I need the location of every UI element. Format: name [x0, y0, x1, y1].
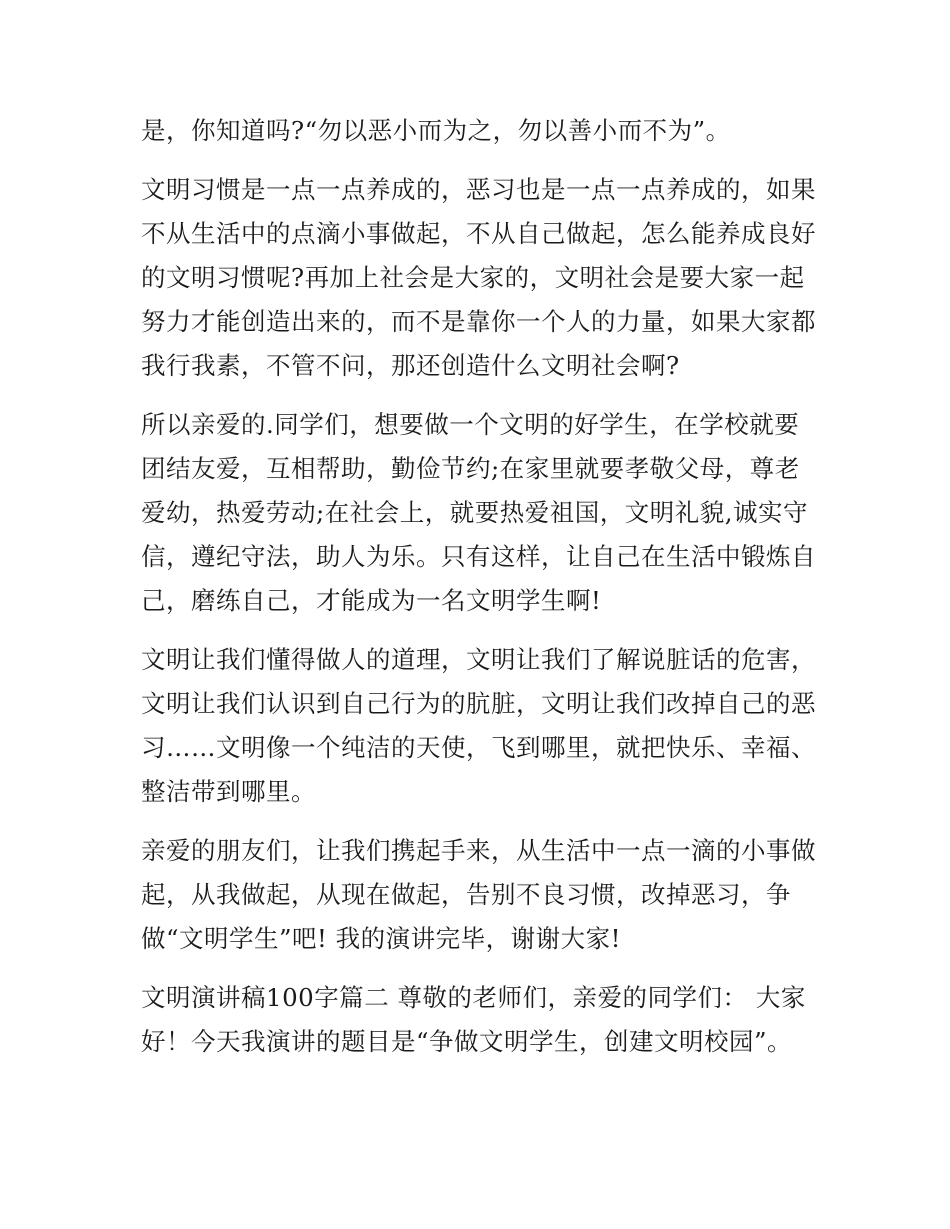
text-line: 不从生活中的点滴小事做起，不从自己做起，怎么能养成良好: [141, 219, 816, 248]
text-line: 努力才能创造出来的，而不是靠你一个人的力量，如果大家都: [141, 307, 816, 336]
text-line: 是，你知道吗?“勿以恶小而为之，勿以善小而不为”。: [141, 116, 731, 145]
text-line: 文明让我们懂得做人的道理，文明让我们了解说脏话的危害，: [141, 645, 816, 674]
text-line: 信，遵纪守法，助人为乐。只有这样，让自己在生活中锻炼自: [141, 542, 816, 571]
paragraph: [141, 168, 821, 388]
text-line: 所以亲爱的.同学们，想要做一个文明的好学生，在学校就要: [141, 410, 800, 439]
text-line: 整洁带到哪里。: [141, 777, 316, 806]
text-line: 我行我素，不管不问，那还创造什么文明社会啊?: [141, 351, 680, 380]
text-line: 文明演讲稿100字篇二 尊敬的老师们，亲爱的同学们： 大家: [141, 983, 806, 1012]
text-line: 己，磨练自己，才能成为一名文明学生啊!: [141, 586, 602, 615]
text-line: 文明让我们认识到自己行为的肮脏，文明让我们改掉自己的恶: [141, 689, 816, 718]
text-line: 好！今天我演讲的题目是“争做文明学生，创建文明校园”。: [141, 1027, 793, 1056]
document-body: [141, 109, 821, 1064]
text-line: 亲爱的朋友们，让我们携起手来，从生活中一点一滴的小事做: [141, 836, 816, 865]
text-line: 做“文明学生”吧! 我的演讲完毕，谢谢大家!: [141, 924, 622, 953]
paragraph: [141, 403, 821, 623]
paragraph: [141, 829, 821, 961]
text-line: 爱幼，热爱劳动;在社会上，就要热爱祖国，文明礼貌,诚实守: [141, 498, 809, 527]
text-line: 团结友爱，互相帮助，勤俭节约;在家里就要孝敬父母，尊老: [141, 454, 800, 483]
paragraph: [141, 638, 821, 814]
text-line: 起，从我做起，从现在做起，告别不良习惯，改掉恶习，争: [141, 880, 791, 909]
text-line: 的文明习惯呢?再加上社会是大家的，文明社会是要大家一起: [141, 263, 805, 292]
text-line: 习……文明像一个纯洁的天使，飞到哪里，就把快乐、幸福、: [141, 733, 816, 762]
paragraph: [141, 976, 821, 1064]
text-line: 文明习惯是一点一点养成的，恶习也是一点一点养成的，如果: [141, 175, 816, 204]
paragraph: [141, 109, 821, 153]
